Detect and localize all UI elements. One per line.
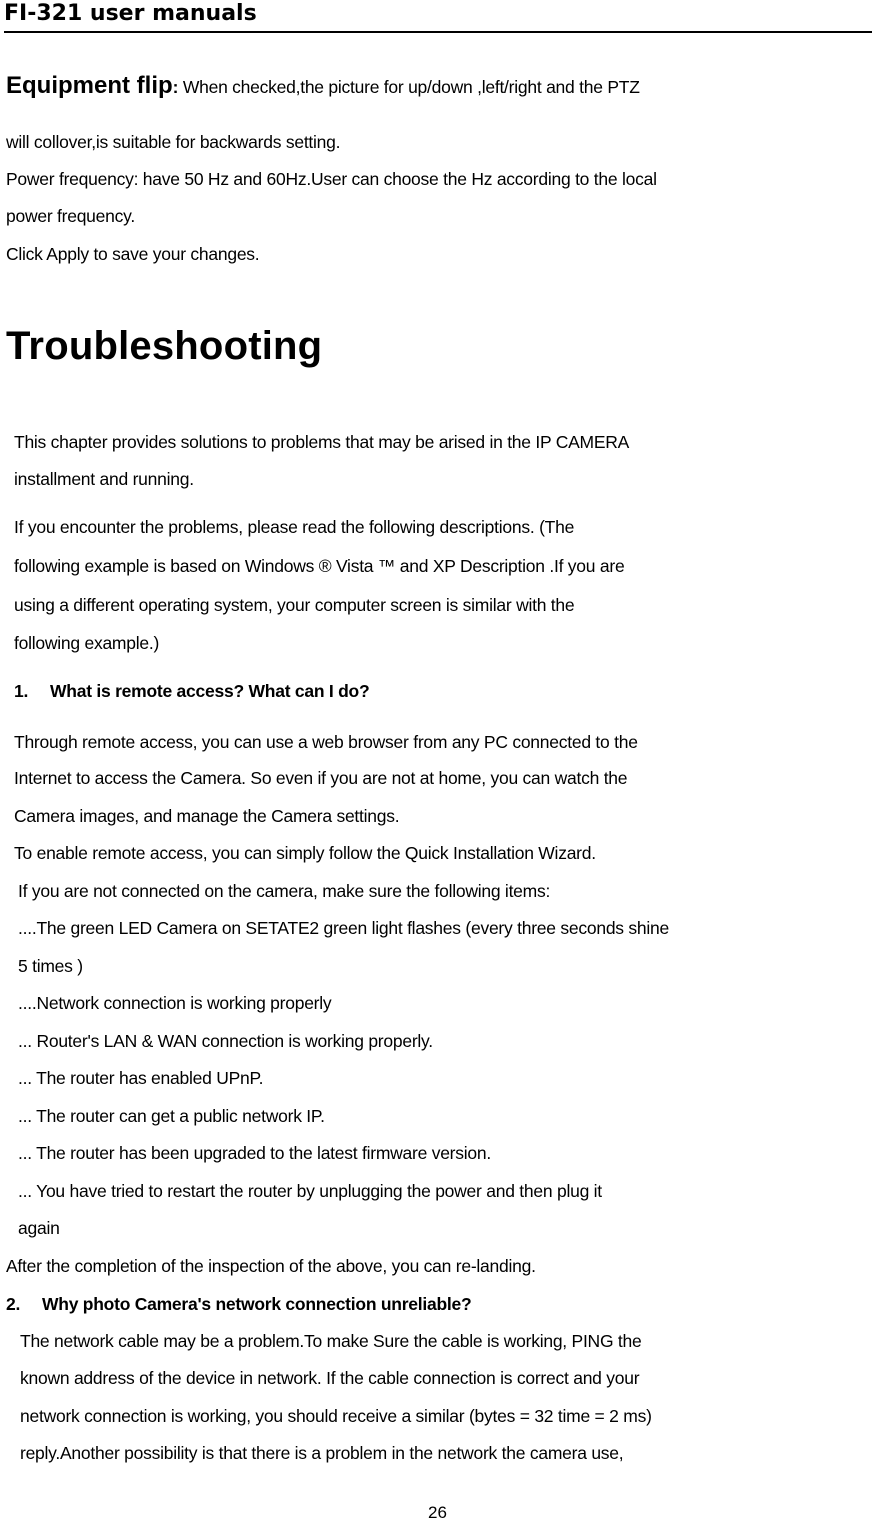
equipment-flip-desc-cont: will collover,is suitable for backwards setting.	[6, 132, 341, 152]
answer-1-line: Camera images, and manage the Camera settings.	[14, 806, 400, 826]
power-frequency-line: Power frequency: have 50 Hz and 60Hz.User can choose the Hz according to the local	[6, 169, 657, 189]
checklist-item: ... You have tried to restart the router by unplugging the power and then plug it	[18, 1181, 602, 1201]
intro-line: following example.)	[14, 633, 160, 653]
equipment-flip-line	[6, 68, 640, 105]
header-title: FI-321 user manuals	[4, 1, 257, 26]
checklist-item: ....Network connection is working properly	[18, 993, 332, 1013]
question-1-number: 1.	[14, 681, 29, 701]
intro-line: If you encounter the problems, please read the following descriptions. (The	[14, 517, 575, 537]
answer-1-line: Internet to access the Camera. So even if you are not at home, you can watch the	[14, 768, 628, 788]
page-number: 26	[428, 1503, 447, 1522]
answer-2-line: The network cable may be a problem.To make Sure the cable is working, PING the	[20, 1331, 642, 1351]
troubleshooting-heading: Troubleshooting	[6, 324, 323, 368]
question-2-number: 2.	[6, 1294, 21, 1314]
intro-line: This chapter provides solutions to problems that may be arised in the IP CAMERA	[14, 432, 630, 452]
checklist-item: ... The router has enabled UPnP.	[18, 1068, 264, 1088]
answer-2-line: known address of the device in network. If the cable connection is correct and your	[20, 1368, 640, 1388]
question-1-heading	[14, 680, 369, 702]
equipment-flip-colon: :	[172, 77, 179, 97]
intro-line: installment and running.	[14, 469, 194, 489]
checklist-item: 5 times )	[18, 956, 83, 976]
intro-line: using a different operating system, your computer screen is similar with the	[14, 595, 575, 615]
answer-2-line: reply.Another possibility is that there is a problem in the network the camera use,	[20, 1443, 624, 1463]
power-frequency-line-cont: power frequency.	[6, 206, 135, 226]
page-header	[4, 0, 872, 33]
question-1-text: What is remote access? What can I do?	[50, 681, 370, 701]
apply-instruction: Click Apply to save your changes.	[6, 244, 260, 264]
checklist-item: ... The router can get a public network IP.	[18, 1106, 325, 1126]
equipment-flip-desc: When checked,the picture for up/down ,left/right and the PTZ	[178, 77, 640, 97]
checklist-item: ....The green LED Camera on SETATE2 green light flashes (every three seconds shine	[18, 918, 669, 938]
after-inspection-note: After the completion of the inspection of the above, you can re-landing.	[6, 1256, 536, 1276]
question-2-heading	[6, 1293, 471, 1315]
intro-line: following example is based on Windows ® Vista ™ and XP Description .If you are	[14, 556, 625, 576]
checklist-item: ... Router's LAN & WAN connection is working properly.	[18, 1031, 433, 1051]
answer-1-line: To enable remote access, you can simply follow the Quick Installation Wizard.	[14, 843, 596, 863]
answer-1-line: Through remote access, you can use a web browser from any PC connected to the	[14, 732, 638, 752]
answer-1-line: If you are not connected on the camera, make sure the following items:	[18, 881, 551, 901]
question-2-text: Why photo Camera's network connection unreliable?	[42, 1294, 472, 1314]
checklist-item: ... The router has been upgraded to the latest firmware version.	[18, 1143, 491, 1163]
checklist-item: again	[18, 1218, 60, 1238]
equipment-flip-label: Equipment flip	[6, 72, 173, 99]
answer-2-line: network connection is working, you should receive a similar (bytes = 32 time = 2 ms)	[20, 1406, 652, 1426]
